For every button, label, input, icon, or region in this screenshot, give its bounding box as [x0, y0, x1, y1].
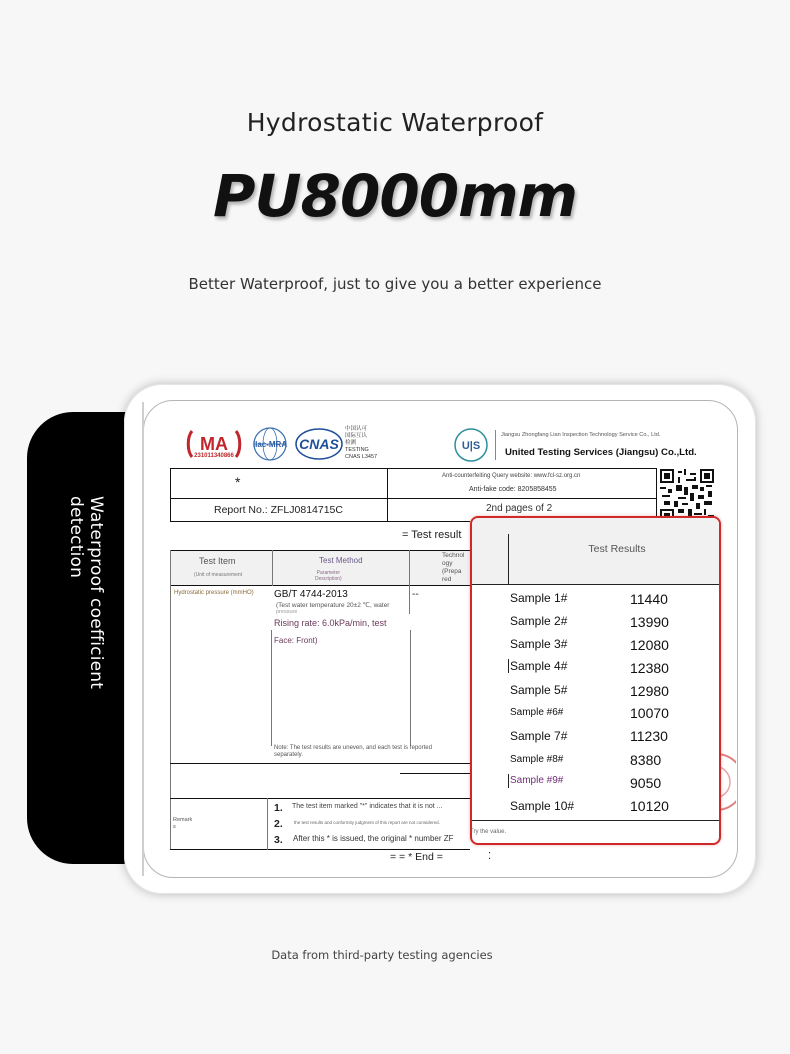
table-border: [387, 468, 388, 522]
sample-label: Sample 10#: [510, 799, 575, 813]
remark-text: the test results and conformity judgment of this report are not considered.: [294, 820, 440, 825]
table-border: [409, 550, 410, 614]
sample-value: 10070: [630, 705, 669, 721]
remark-text: The test item marked "*" indicates that it is not ...: [292, 803, 443, 810]
tagline: Better Waterproof, just to give you a better experience: [188, 275, 602, 293]
row-rising-rate: Rising rate: 6.0kPa/min, test: [274, 618, 387, 628]
headline: Hydrostatic Waterproof: [246, 108, 544, 137]
table-border: [170, 498, 657, 499]
table-border: [271, 630, 272, 746]
sample-value: 11230: [630, 728, 668, 744]
table-border: [170, 550, 470, 551]
sample-value: 13990: [630, 614, 669, 630]
svg-text:ilac-MRA: ilac-MRA: [252, 440, 288, 449]
anti-counterfeit-website: Anti-counterfeiting Query website: www.fcl-sz.org.cn: [442, 473, 581, 479]
results-divider: [508, 774, 509, 788]
table-border: [170, 798, 470, 799]
sample-value: 9050: [630, 775, 662, 791]
sample-label: Sample 4#: [510, 659, 568, 673]
remark-number: 1.: [274, 802, 283, 814]
table-border: [272, 550, 273, 586]
uts-logo-icon: [452, 427, 490, 463]
row-pressure: pressure: [276, 609, 298, 614]
sample-value: 10120: [630, 798, 669, 814]
side-tab-label: Waterproof coefficient detection: [66, 496, 106, 690]
col-technology: Technol ogy (Prepa red: [442, 552, 465, 583]
try-value-note: Try the value.: [470, 829, 507, 835]
col-test-item: Test Item: [199, 556, 236, 566]
report-number: Report No.: ZFLJ0814715C: [214, 504, 343, 516]
cma-code: 231011340866: [194, 453, 234, 459]
sample-label: Sample 2#: [510, 614, 568, 628]
remark-text: After this * is issued, the original * number ZF: [293, 834, 454, 843]
table-border: [170, 468, 171, 522]
sample-value: 12980: [630, 683, 669, 699]
table-border-top: [170, 468, 657, 469]
table-border: [267, 798, 268, 850]
table-border: [170, 849, 470, 850]
test-result-label: = Test result: [402, 529, 462, 541]
report-star: *: [235, 474, 241, 490]
row-standard: GB/T 4744-2013: [274, 589, 348, 600]
svg-text:U|S: U|S: [461, 440, 481, 452]
anti-fake-code: Anti-fake code: 8205858455: [469, 486, 557, 493]
results-divider: [508, 534, 509, 584]
logo-divider: [495, 430, 496, 460]
test-results-panel: [470, 516, 721, 845]
results-title: Test Results: [588, 543, 646, 555]
pu-rating-value: PU8000mm: [213, 162, 577, 230]
row-note: Note: The test results are uneven, and each test is reported separately.: [274, 745, 432, 758]
table-border: [170, 585, 470, 586]
cnas-caption: 中国认可 国际互认 检测 TESTING CNAS L3457: [345, 426, 378, 460]
end-dot: ⁚: [488, 851, 492, 862]
results-bottom-line: [472, 820, 719, 821]
remark-number: 3.: [274, 834, 283, 846]
cnas-logo-icon: [294, 427, 344, 461]
table-border: [170, 550, 171, 850]
sample-label: Sample #9#: [510, 775, 564, 786]
page-indicator: 2nd pages of 2: [486, 503, 553, 514]
sample-value: 11440: [630, 591, 668, 607]
table-border: [170, 521, 470, 522]
sample-label: Sample 7#: [510, 729, 568, 743]
sample-label: Sample #8#: [510, 754, 564, 765]
end-marker: = = * End =: [390, 851, 443, 863]
col-test-method: Test Method: [319, 556, 363, 565]
table-border: [410, 630, 411, 746]
row-face: Face: Front): [274, 636, 318, 645]
table-border: [170, 763, 470, 764]
sample-value: 12080: [630, 637, 669, 653]
results-divider: [508, 659, 509, 673]
source-footnote: Data from third-party testing agencies: [271, 948, 493, 962]
company-name: United Testing Services (Jiangsu) Co.,Ltd.: [505, 447, 697, 458]
remarks-label: Remark s: [173, 817, 193, 830]
sample-value: 12380: [630, 660, 669, 676]
sample-value: 8380: [630, 752, 662, 768]
sample-label: Sample 5#: [510, 683, 568, 697]
sample-label: Sample #6#: [510, 707, 564, 718]
col-unit: (Unit of measurement: [194, 572, 243, 578]
row-test-item: Hydrostatic pressure (mmHO): [174, 590, 254, 596]
table-border: [400, 773, 470, 774]
sample-label: Sample 1#: [510, 591, 568, 605]
row-water-temp: (Test water temperature 20±2 ℃, water: [276, 602, 390, 609]
company-name-local: Jiangsu Zhongfang Lian Inspection Technology Service Co., Ltd.: [501, 432, 661, 438]
qr-code-icon[interactable]: [660, 469, 714, 523]
col-parameter: Parameter Description): [315, 570, 342, 582]
ilac-mra-logo-icon: [250, 426, 290, 462]
table-border: [656, 468, 657, 516]
sheet-edge: [142, 402, 144, 876]
svg-text:MA: MA: [200, 434, 228, 454]
remark-number: 2.: [274, 818, 283, 830]
sample-label: Sample 3#: [510, 637, 568, 651]
svg-text:CNAS: CNAS: [299, 436, 339, 452]
row-technology-value: --: [412, 589, 419, 600]
